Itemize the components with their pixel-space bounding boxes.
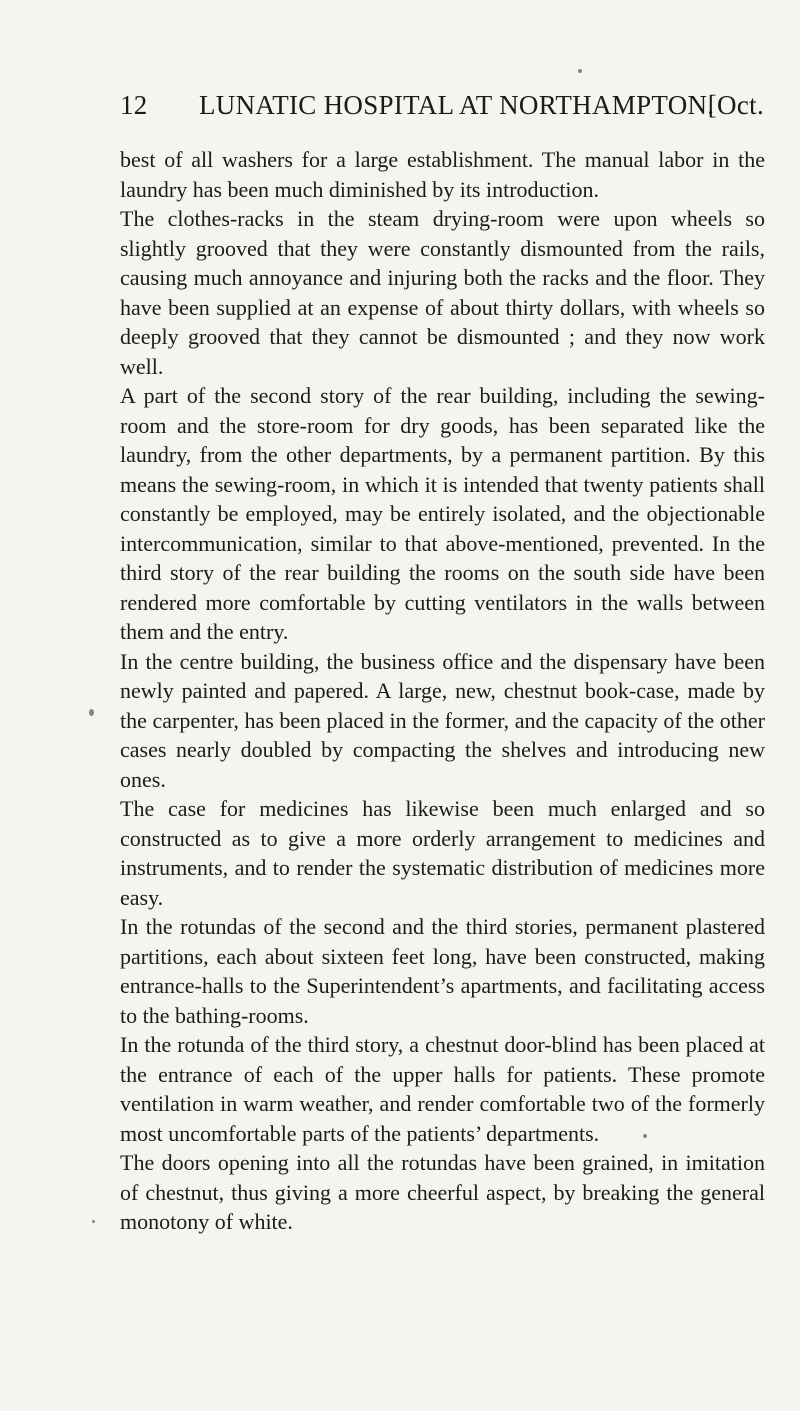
page-number: 12 (120, 90, 148, 120)
paper-speck (578, 69, 582, 73)
paragraph: The clothes-racks in the steam drying-room were upon wheels so slightly grooved that they were constantly dismounted from the rails, causing much annoyance and injuring both the racks and the floor. They have been supplied at an expense of about thirty dollars, with wheels so deeply grooved that they cannot be dismounted ; and they now work well. (120, 206, 765, 379)
paragraph: In the rotundas of the second and the third stories, permanent plastered partitions, each about sixteen feet long, have been constructed, making entrance-halls to the Superintendent’s apartments, and facilitating access to the bathing-rooms. (120, 914, 765, 1028)
paper-speck (643, 1134, 647, 1138)
body-text (120, 145, 765, 1237)
paper-speck (92, 1220, 95, 1223)
running-head (120, 90, 764, 130)
header-month: [Oct. (707, 90, 764, 120)
paragraph: best of all washers for a large establishment. The manual labor in the laundry has been much diminished by its introduction. (120, 147, 765, 202)
paragraph: The doors opening into all the rotundas have been grained, in imitation of chestnut, thus giving a more cheerful aspect, by breaking the general monotony of white. (120, 1150, 765, 1234)
paragraph: The case for medicines has likewise been much enlarged and so constructed as to give a more orderly arrangement to medicines and instruments, and to render the systematic distribution of medicines more easy. (120, 796, 765, 910)
paragraph: In the rotunda of the third story, a chestnut door-blind has been placed at the entrance of each of the upper halls for patients. These promote ventilation in warm weather, and render comfortable two of the formerly most uncomfortable parts of the patients’ departments. (120, 1032, 765, 1146)
paragraph: In the centre building, the business office and the dispensary have been newly painted and papered. A large, new, chestnut book-case, made by the carpenter, has been placed in the former, and the capacity of the other cases nearly doubled by compacting the shelves and introducing new ones. (120, 648, 765, 792)
page-title: LUNATIC HOSPITAL AT NORTHAMPTON. (199, 90, 715, 120)
paragraph: A part of the second story of the rear building, including the sewing-room and the store-room for dry goods, has been separated like the laundry, from the other departments, by a permanent partition. By this means the sewing-room, in which it is intended that twenty patients shall constantly be employed, may be entirely isolated, and the objectionable intercommunication, similar to that above-mentioned, prevented. In the third story of the rear building the rooms on the south side have been rendered more comfortable by cutting ventilators in the walls between them and the entry. (120, 383, 765, 644)
paper-speck (89, 709, 94, 716)
